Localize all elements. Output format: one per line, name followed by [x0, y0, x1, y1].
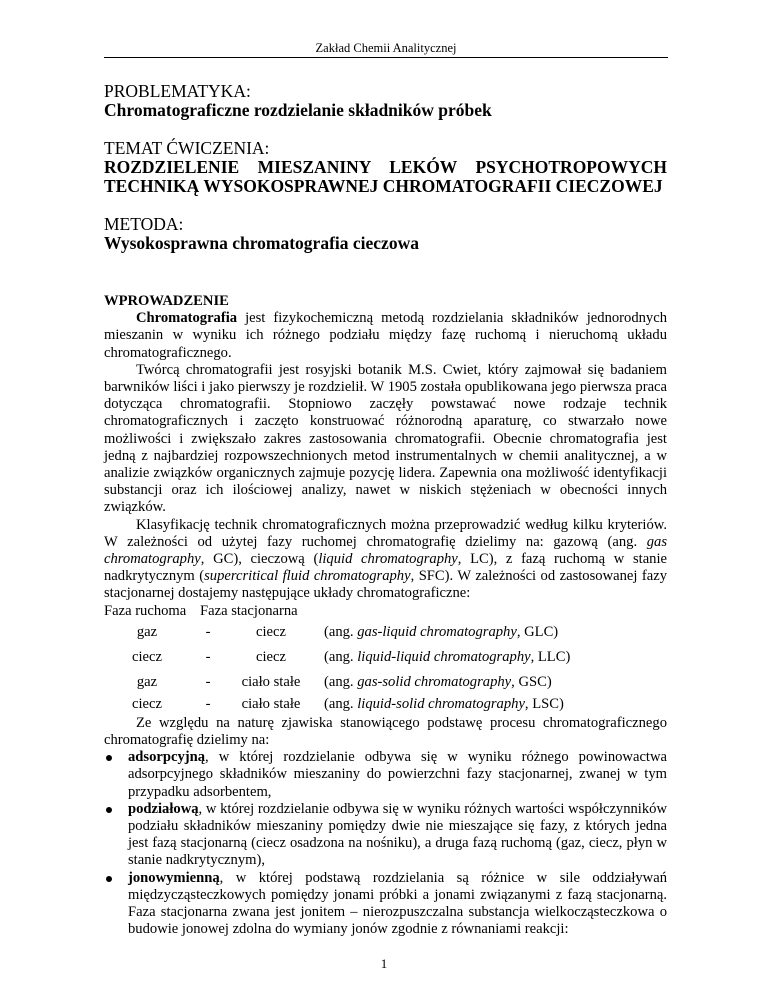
metoda-label: METODA: — [104, 214, 184, 234]
column-header-mobile: Faza ruchoma — [104, 602, 187, 619]
bullet-icon — [106, 876, 112, 882]
paragraph-history: Twórcą chromatografii jest rosyjski botanik M.S. Cwiet, który zajmował się badaniem barwników liści i jako pierwszy je rozdzielił. W 1905 została opublikowana jego pierwsza praca dotycząca chromatografii. Stopniowo zaczęły powstawać nowe rodzaje technik chromatograficznych i zaczęto konstruować różnorodną aparaturę, co stwarzało nowe możliwości i zwiększało zakres zastosowania chromatografii. Obecnie chromatografia jest jedną z najbardziej rozpowszechnionych metod instrumentalnych w chemii analitycznej, a w analizie związków organicznych zajmuje pozycję lidera. Zapewnia ona możliwość identyfikacji substancji oraz ich ilościowej analizy, nawet w niskich stężeniach w obecności innych związków. — [104, 361, 667, 516]
list-item: podziałową, w której rozdzielanie odbywa się w wyniku różnych wartości współczynników podziału składników mieszaniny pomiędzy dwie nie mieszające się fazy, z których jedna jest fazą stacjonarną (ciecz osadzona na nośniku), a druga fazą ruchomą (gaz, ciecz, płyn w stanie nadkrytycznym), — [104, 801, 667, 870]
problematyka-value: Chromatograficzne rozdzielanie składników próbek — [104, 100, 492, 120]
document-body — [104, 82, 667, 939]
temat-line-2: TECHNIKĄ WYSOKOSPRAWNEJ CHROMATOGRAFII CIECZOWEJ — [104, 176, 663, 196]
running-header: Zakład Chemii Analitycznej — [315, 41, 457, 55]
problematyka-label: PROBLEMATYKA: — [104, 81, 251, 101]
phase-row: ciecz - ciecz (ang. liquid-liquid chromatography, LLC) — [132, 648, 571, 665]
phase-table — [104, 620, 667, 715]
temat-label: TEMAT ĆWICZENIA: — [104, 138, 270, 158]
paragraph-definition: Chromatografia jest fizykochemiczną metodą rozdzielania składników jednorodnych mieszanin w wyniku ich różnego podziału między fazę ruchomą i nieruchomą układu chromatograficznego. — [104, 310, 667, 361]
paragraph-nature: Ze względu na naturę zjawiska stanowiącego podstawę procesu chromatograficznego chromatografię dzielimy na: — [104, 714, 667, 749]
phase-table-header — [104, 603, 667, 620]
temat-line-1: ROZDZIELENIE MIESZANINY LEKÓW PSYCHOTROPOWYCH — [104, 157, 667, 177]
metoda-value: Wysokosprawna chromatografia cieczowa — [104, 233, 419, 253]
phase-row: ciecz - ciało stałe (ang. liquid-solid chromatography, LSC) — [132, 696, 564, 713]
phase-row: gaz - ciało stałe (ang. gas-solid chromatography, GSC) — [136, 673, 552, 690]
bullet-icon — [106, 755, 112, 761]
bullet-icon — [106, 807, 112, 813]
chromatography-types-list — [104, 749, 667, 938]
header-rule — [104, 57, 668, 58]
section-heading-wprowadzenie: WPROWADZENIE — [104, 293, 229, 309]
column-header-stationary: Faza stacjonarna — [200, 602, 298, 619]
list-item: adsorpcyjną, w której rozdzielanie odbywa się w wyniku różnego powinowactwa adsorpcyjnego składników mieszaniny do powierzchni fazy stacjonarnej, zwanej w tym przypadku adsorbentem, — [104, 749, 667, 801]
page-number: 1 — [380, 956, 388, 971]
paragraph-classification: Klasyfikację technik chromatograficznych można przeprowadzić według kilku kryteriów. W zależności od użytej fazy ruchomej chromatografię dzielimy na: gazową (ang. gas chromatography, GC), cieczową (liquid chromatography, LC), z fazą ruchomą w stanie nadkrytycznym (supercritical fluid chromatography, SFC). W zależności od zastosowanej fazy stacjonarnej dostajemy następujące układy chromatograficzne: — [104, 516, 668, 602]
term-chromatografia: Chromatografia — [136, 310, 238, 327]
list-item: jonowymienną, w której podstawą rozdzielania są różnice w sile oddziaływań międzycząsteczkowych pomiędzy jonami próbki a jonami związanymi z fazą stacjonarną. Faza stacjonarna zwana jest jonitem – nierozpuszczalna substancja wielkocząsteczkowa o budowie jonowej zdolna do wymiany jonów zgodnie z równaniami reakcji: — [104, 870, 667, 939]
phase-row: gaz - ciecz (ang. gas-liquid chromatography, GLC) — [136, 623, 559, 640]
